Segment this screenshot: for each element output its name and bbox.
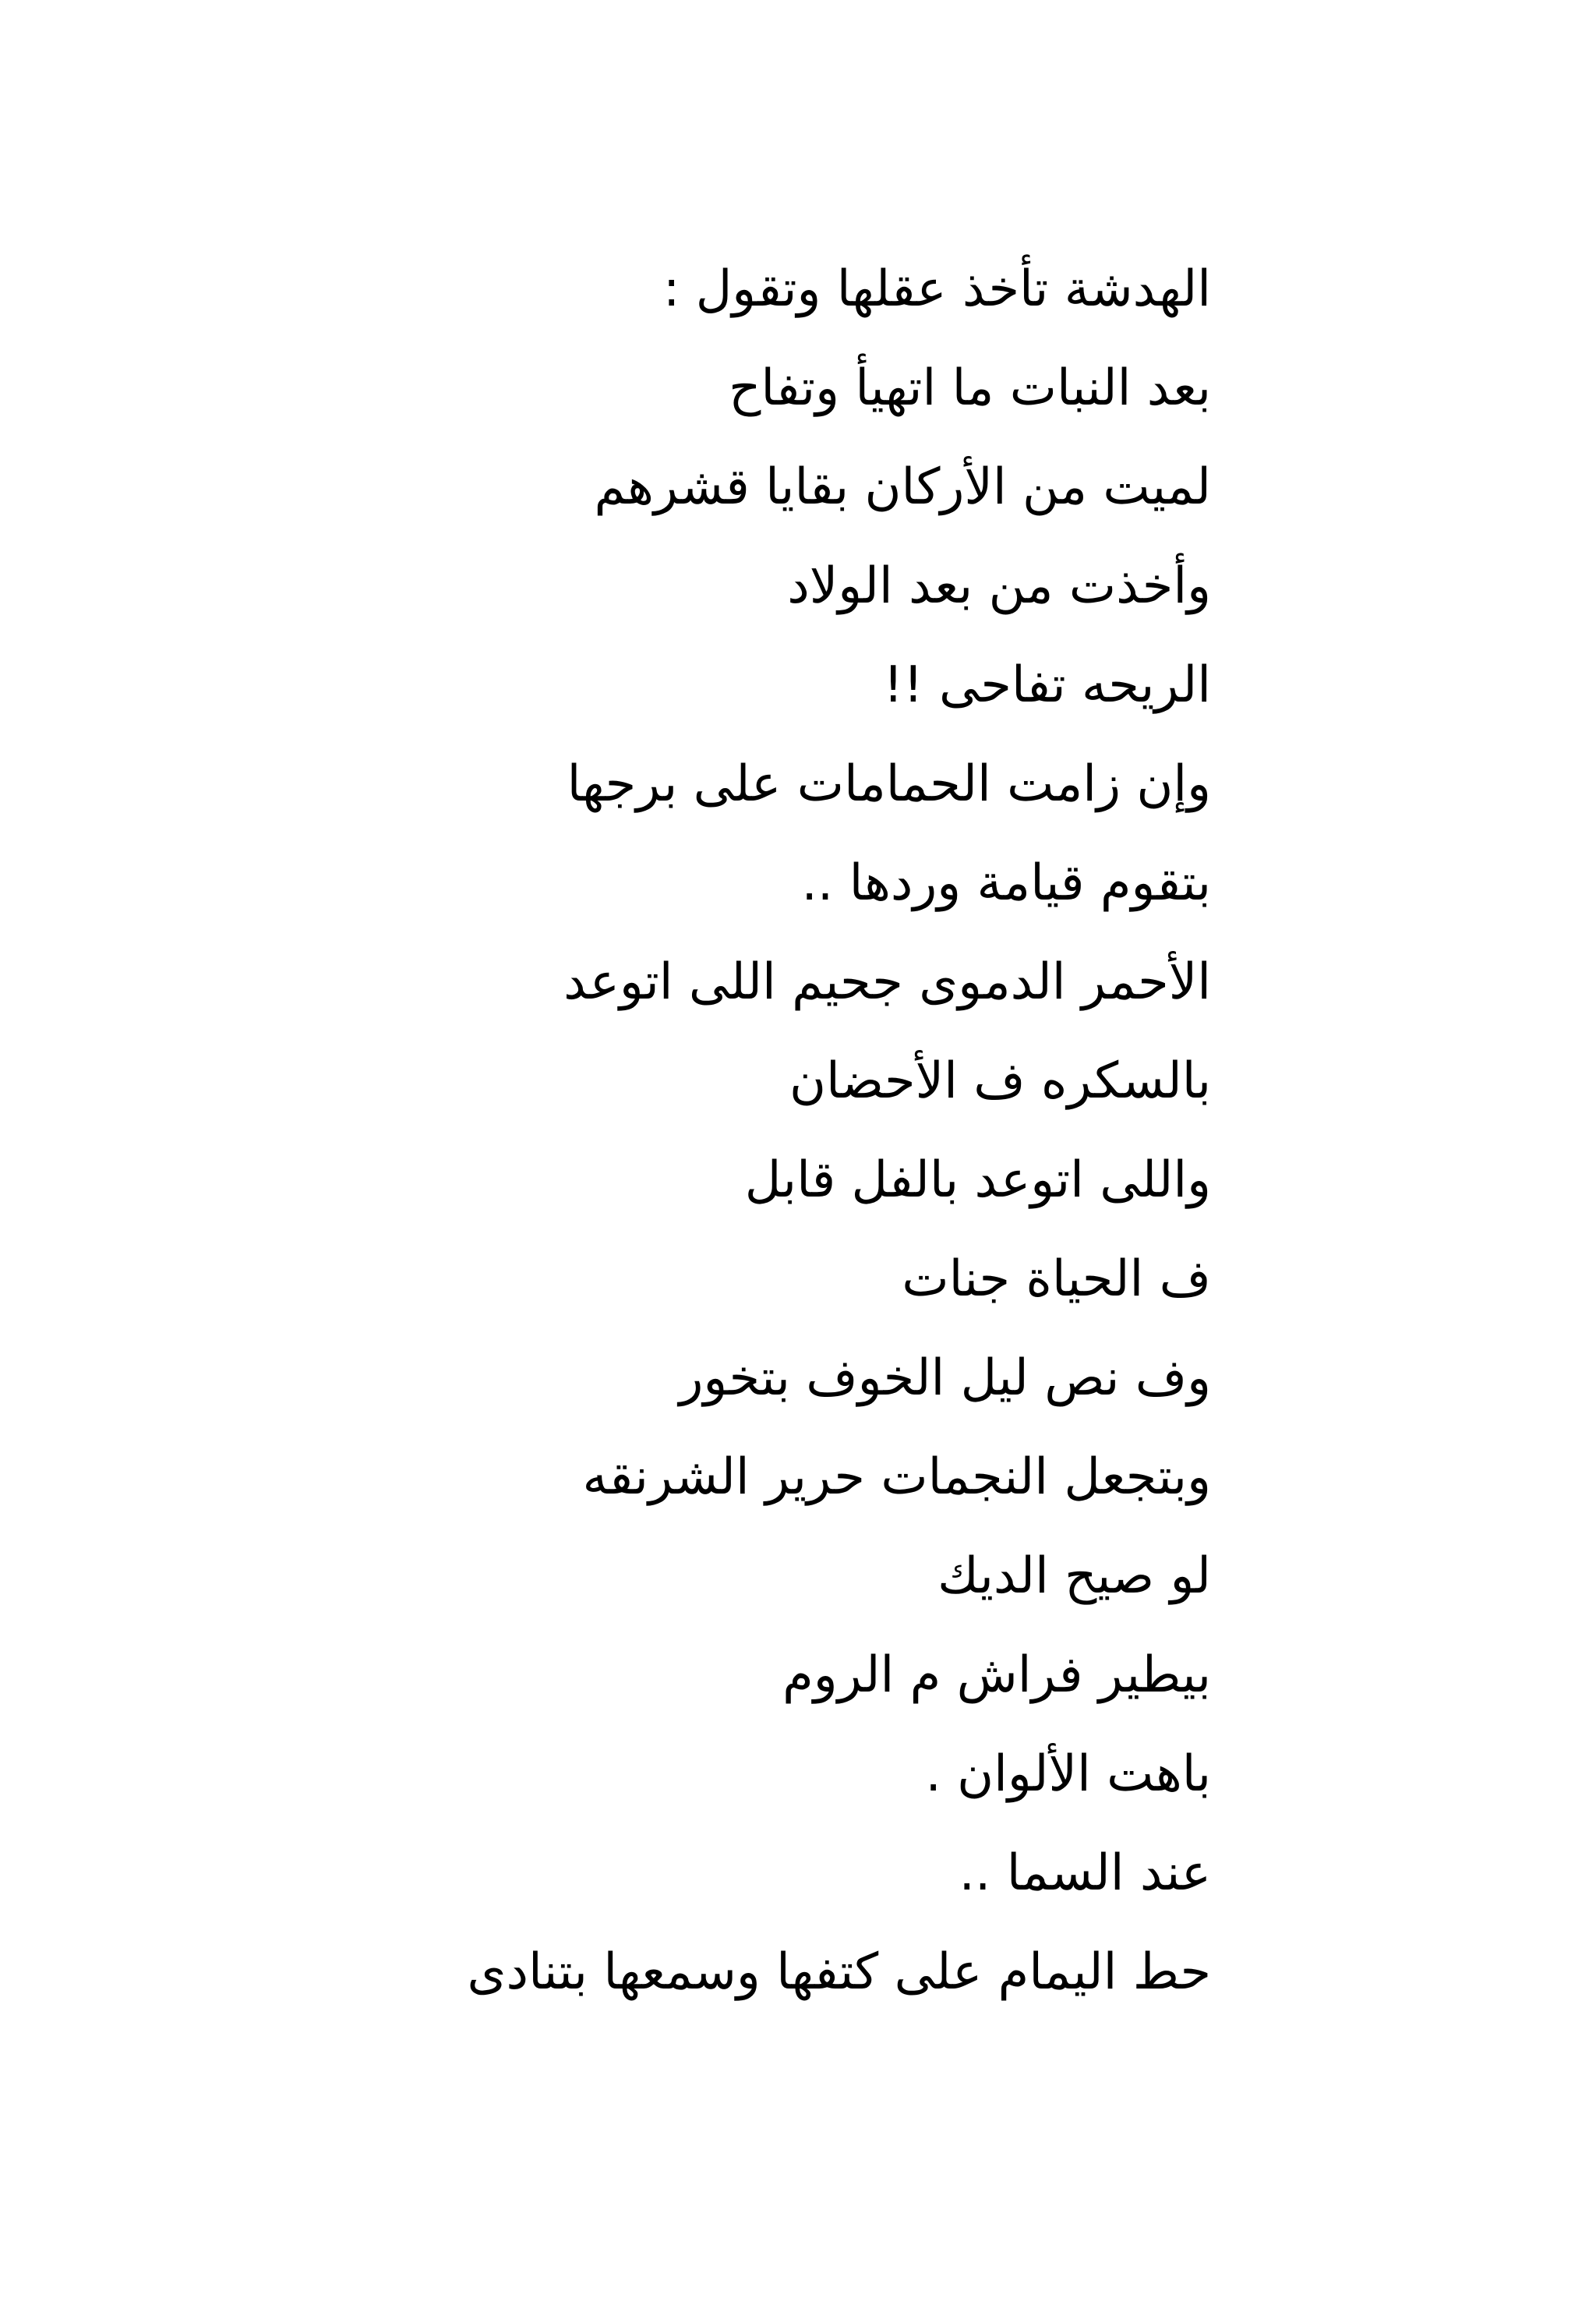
poem-line: حط اليمام على كتفها وسمعها بتنادى	[467, 1943, 1211, 2001]
poem-line: باهت الألوان .	[925, 1745, 1211, 1803]
poem-line: بيطير فراش م الروم	[782, 1646, 1211, 1704]
poem-line: بالسكره ف الأحضان	[789, 1052, 1211, 1110]
poem-line: ف الحياة جنات	[902, 1250, 1211, 1308]
poem-line: وأخذت من بعد الولاد	[787, 557, 1211, 615]
poem-line: لو صيح الديك	[937, 1547, 1211, 1605]
poem-line: وف نص ليل الخوف بتخور	[679, 1349, 1211, 1407]
poem-line: وإن زامت الحمامات على برجها	[567, 755, 1211, 813]
poem-line: واللى اتوعد بالفل قابل	[744, 1151, 1211, 1209]
poem-line: وبتجعل النجمات حرير الشرنقه	[582, 1448, 1211, 1506]
poem-line: لميت من الأركان بقايا قشرهم	[594, 458, 1211, 516]
poem-line: الهدشة تأخذ عقلها وتقول :	[662, 260, 1211, 318]
poem-line: عند السما ..	[959, 1844, 1211, 1902]
poem-line: الأحمر الدموى جحيم اللى اتوعد	[563, 953, 1211, 1011]
poem-text	[120, 240, 1211, 2022]
poem-line: الريحه تفاحى !!	[883, 656, 1211, 714]
poem-line: بتقوم قيامة وردها ..	[801, 854, 1211, 912]
poem-line: بعد النبات ما اتهيأ وتفاح	[729, 359, 1211, 417]
